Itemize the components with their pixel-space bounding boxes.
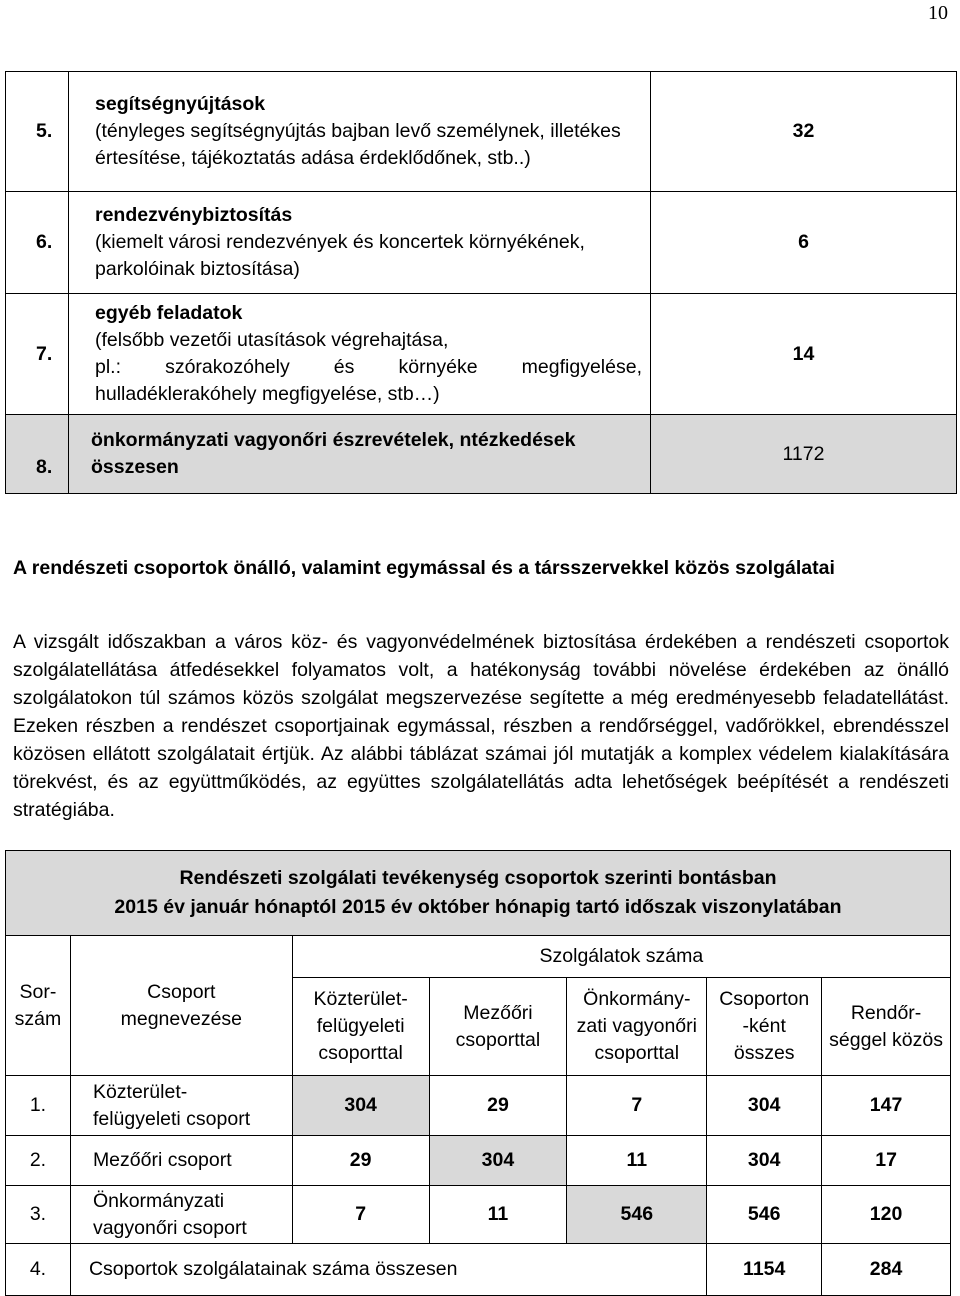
- total-row: [6, 1244, 951, 1296]
- table-row: [6, 294, 957, 415]
- row-description: (tényleges segítségnyújtás bajban levő személynek, illetékes értesítése, tájékoztatás adása érdeklődőnek, stb..): [95, 120, 621, 169]
- row-description-line: hulladéklerakóhely megfigyelése, stb…): [95, 383, 440, 405]
- header-sorszam: Sor- szám: [6, 936, 71, 1076]
- row-number: 2.: [6, 1136, 71, 1186]
- page-number: 10: [928, 2, 948, 24]
- cell-rendorseggel: 147: [822, 1076, 951, 1136]
- total-label: Csoportok szolgálatainak száma összesen: [70, 1244, 706, 1296]
- services-table: [5, 850, 951, 1296]
- table-row: [6, 192, 957, 294]
- row-description-line: (felsőbb vezetői utasítások végrehajtása,: [95, 329, 449, 351]
- row-number: 7.: [6, 294, 69, 415]
- cell-kozterulet: 7: [292, 1186, 429, 1244]
- cell-kozterulet: 304: [292, 1076, 429, 1136]
- total-csoportonkent: 1154: [707, 1244, 822, 1296]
- table-row: [6, 72, 957, 192]
- header-onkormanyzati: Önkormány- zati vagyonőri csoporttal: [567, 978, 707, 1076]
- cell-onkormanyzati: 7: [567, 1076, 707, 1136]
- header-csoportonkent: Csoporton -ként összes: [707, 978, 822, 1076]
- row-number: 5.: [6, 72, 69, 192]
- row-description: (kiemelt városi rendezvények és koncertek környékének, parkolóinak biztosítása): [95, 231, 585, 280]
- cell-rendorseggel: 17: [822, 1136, 951, 1186]
- row-number: 6.: [6, 192, 69, 294]
- cell-onkormanyzati: 11: [567, 1136, 707, 1186]
- row-number: 1.: [6, 1076, 71, 1136]
- row-title: önkormányzati vagyonőri észrevételek, ntézkedések összesen: [91, 429, 576, 478]
- table-row: [6, 1136, 951, 1186]
- cell-csoportonkent: 546: [707, 1186, 822, 1244]
- activity-table: [5, 71, 957, 494]
- cell-csoportonkent: 304: [707, 1076, 822, 1136]
- row-title: egyéb feladatok: [95, 302, 243, 324]
- cell-mezoori: 304: [429, 1136, 567, 1186]
- row-value: 14: [651, 294, 957, 415]
- cell-onkormanyzati: 546: [567, 1186, 707, 1244]
- cell-mezoori: 29: [429, 1076, 567, 1136]
- cell-rendorseggel: 120: [822, 1186, 951, 1244]
- table-title-line: Rendészeti szolgálati tevékenység csoportok szerinti bontásban: [179, 867, 777, 889]
- body-paragraph: A vizsgált időszakban a város köz- és vagyonvédelmének biztosítása érdekében a rendészeti csoportok szolgálatellátása átfedésekkel folyamatos volt, a hatékonyság további növelése érdekében az önálló szolgálatokon túl számos közös szolgálat megszervezése segítette a még eredményesebb feladatellátást. Ezeken részben a rendészet csoportjainak egymással, részben a rendőrséggel, vadőrökkel, ebrendésszel közösen ellátott szolgálatait értjük. Az alábbi táblázat számai jól mutatják a komplex védelem kialakítására törekvést, és az együttműködés, az együttes szolgálatellátás adta lehetőségek beépítését a rendészeti stratégiába.: [13, 631, 949, 821]
- group-name: Önkormányzati vagyonőri csoport: [70, 1186, 292, 1244]
- row-number: 8.: [6, 415, 69, 494]
- group-name: Mezőőri csoport: [70, 1136, 292, 1186]
- table-row: [6, 415, 957, 494]
- table-title-line: 2015 év január hónaptól 2015 év október hónapig tartó időszak viszonylatában: [114, 896, 842, 918]
- header-mezoori: Mezőőri csoporttal: [429, 978, 567, 1076]
- row-value: 6: [651, 192, 957, 294]
- table-row: [6, 1186, 951, 1244]
- table-caption: [6, 851, 951, 936]
- row-value: 32: [651, 72, 957, 192]
- row-number: 4.: [6, 1244, 71, 1296]
- cell-mezoori: 11: [429, 1186, 567, 1244]
- row-description-line: pl.: szórakozóhely és környéke megfigyelése,: [95, 356, 642, 378]
- section-heading: A rendészeti csoportok önálló, valamint egymással és a társszervekkel közös szolgálatai: [13, 557, 835, 579]
- group-name: Közterület- felügyeleti csoport: [70, 1076, 292, 1136]
- cell-csoportonkent: 304: [707, 1136, 822, 1186]
- row-title: rendezvénybiztosítás: [95, 204, 293, 226]
- row-title: segítségnyújtások: [95, 93, 266, 115]
- header-szolgalatok-szama: Szolgálatok száma: [292, 936, 950, 978]
- total-rendorseggel: 284: [822, 1244, 951, 1296]
- table-row: [6, 1076, 951, 1136]
- cell-kozterulet: 29: [292, 1136, 429, 1186]
- header-csoport: Csoport megnevezése: [70, 936, 292, 1076]
- header-kozterulet: Közterület- felügyeleti csoporttal: [292, 978, 429, 1076]
- row-value: 1172: [651, 415, 957, 494]
- header-rendorseggel: Rendőr- séggel közös: [822, 978, 951, 1076]
- row-number: 3.: [6, 1186, 71, 1244]
